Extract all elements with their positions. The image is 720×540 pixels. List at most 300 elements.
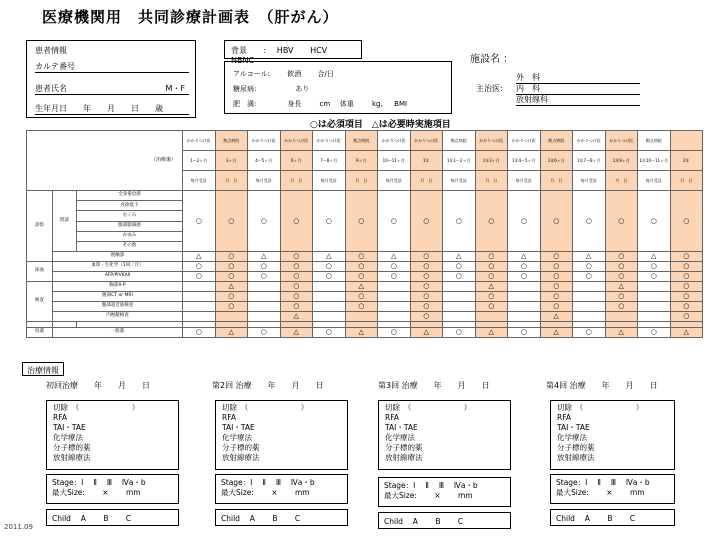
- monshin-mark[interactable]: ○: [410, 191, 443, 252]
- schedule-mark[interactable]: ○: [280, 252, 313, 262]
- schedule-mark[interactable]: ○: [605, 252, 638, 262]
- header-visit-cell[interactable]: 月 日: [605, 171, 638, 191]
- treatment-option[interactable]: RFA: [557, 413, 571, 422]
- schedule-mark[interactable]: ○: [345, 252, 378, 262]
- lifestyle-box: [224, 61, 452, 114]
- monshin-item: 腹部膨満感: [77, 221, 183, 231]
- treatment-option[interactable]: RFA: [385, 413, 399, 422]
- category-kensa: 検査: [27, 282, 53, 322]
- treatment-option[interactable]: RFA: [222, 413, 236, 422]
- schedule-mark[interactable]: [183, 292, 216, 302]
- schedule-mark[interactable]: [638, 292, 671, 302]
- schedule-mark[interactable]: ○: [280, 302, 313, 312]
- header-facility-cell: かかりつけ医: [313, 131, 346, 151]
- schedule-mark[interactable]: △: [345, 328, 378, 338]
- schedule-mark[interactable]: ○: [313, 262, 346, 272]
- schedule-mark[interactable]: △: [378, 252, 411, 262]
- schedule-mark[interactable]: [508, 312, 541, 322]
- schedule-mark[interactable]: ○: [215, 272, 248, 282]
- schedule-mark[interactable]: △: [280, 312, 313, 322]
- schedule-mark[interactable]: ○: [540, 302, 573, 312]
- schedule-mark[interactable]: ○: [280, 282, 313, 292]
- monshin-mark[interactable]: ○: [670, 191, 703, 252]
- schedule-mark[interactable]: △: [215, 282, 248, 292]
- schedule-mark[interactable]: ○: [183, 262, 216, 272]
- schedule-mark[interactable]: [345, 312, 378, 322]
- schedule-mark[interactable]: ○: [378, 272, 411, 282]
- schedule-mark[interactable]: ○: [410, 252, 443, 262]
- schedule-row-label: 腹部超音波検査: [53, 302, 183, 312]
- schedule-mark[interactable]: ○: [313, 272, 346, 282]
- treatment-option[interactable]: 放射線療法: [222, 453, 260, 462]
- chart-number-label: カルテ番号: [35, 62, 75, 71]
- schedule-mark[interactable]: ○: [378, 328, 411, 338]
- schedule-mark[interactable]: ○: [670, 282, 703, 292]
- child-pugh-box: [215, 509, 348, 526]
- obesity-label: 肥 満:: [233, 100, 257, 108]
- schedule-mark[interactable]: ○: [410, 282, 443, 292]
- schedule-mark[interactable]: ○: [670, 302, 703, 312]
- header-period-cell: 10〜11ヶ月: [378, 151, 411, 171]
- treatment-options-box: [378, 400, 511, 470]
- stage-size-box: [550, 474, 675, 504]
- date-stamp: 2011.09: [4, 523, 33, 531]
- schedule-mark[interactable]: ○: [443, 272, 476, 282]
- header-visit-cell[interactable]: 毎月受診: [638, 171, 671, 191]
- monshin-mark[interactable]: ○: [508, 191, 541, 252]
- stage-field[interactable]: Stage：Ⅰ Ⅱ Ⅲ Ⅳa・b: [52, 478, 146, 487]
- monshin-mark[interactable]: ○: [605, 191, 638, 252]
- treatment-option[interactable]: 切除 （ ）: [222, 403, 309, 412]
- stage-size-box: [378, 477, 511, 507]
- monshin-item: むくみ: [77, 211, 183, 221]
- dept-surgery-label: 外 科: [516, 73, 540, 82]
- schedule-mark[interactable]: [248, 292, 281, 302]
- schedule-mark[interactable]: ○: [410, 262, 443, 272]
- treatment-option[interactable]: RFA: [53, 413, 67, 422]
- max-size-field[interactable]: 最大Size: × mm: [384, 491, 473, 500]
- background-label: 背景: [231, 46, 247, 55]
- header-facility-cell: [670, 131, 703, 151]
- treatment-option[interactable]: 放射線療法: [385, 453, 423, 462]
- treatment-option[interactable]: TAI・TAE: [557, 423, 590, 432]
- page-title: 医療機関用 共同診療計画表 （肝がん）: [42, 8, 339, 26]
- schedule-mark[interactable]: ○: [540, 292, 573, 302]
- dept-internal-label: 内 科: [516, 84, 540, 93]
- header-visit-cell[interactable]: 毎月受診: [508, 171, 541, 191]
- monshin-mark[interactable]: ○: [345, 191, 378, 252]
- treatment-option[interactable]: 分子標的薬: [557, 443, 595, 452]
- header-facility-cell: かかりつけ医: [605, 131, 638, 151]
- schedule-mark[interactable]: ○: [280, 262, 313, 272]
- schedule-row: [27, 252, 703, 262]
- schedule-mark[interactable]: ○: [345, 262, 378, 272]
- schedule-mark[interactable]: [573, 302, 606, 312]
- schedule-mark[interactable]: △: [280, 328, 313, 338]
- monshin-mark[interactable]: ○: [638, 191, 671, 252]
- schedule-mark[interactable]: △: [508, 252, 541, 262]
- schedule-mark[interactable]: ○: [248, 272, 281, 282]
- birthdate-label: 生年月日 年 月 日 歳: [35, 104, 163, 113]
- schedule-mark[interactable]: △: [410, 328, 443, 338]
- schedule-mark[interactable]: [443, 292, 476, 302]
- chart-number-field[interactable]: [35, 61, 189, 73]
- schedule-row-label: AFP/PIVKAII: [53, 272, 183, 282]
- schedule-mark[interactable]: [215, 312, 248, 322]
- background-hcv[interactable]: HCV: [310, 46, 328, 55]
- header-facility-cell: かかりつけ医: [378, 131, 411, 151]
- schedule-mark[interactable]: △: [443, 252, 476, 262]
- schedule-row: [27, 312, 703, 322]
- schedule-mark[interactable]: ○: [215, 302, 248, 312]
- diabetes-label: 糖尿病:: [233, 85, 257, 93]
- schedule-mark[interactable]: △: [605, 282, 638, 292]
- background-nbnc[interactable]: NBNC: [231, 56, 255, 65]
- schedule-mark[interactable]: ○: [475, 302, 508, 312]
- schedule-mark[interactable]: ○: [345, 292, 378, 302]
- schedule-mark[interactable]: [638, 312, 671, 322]
- treatment-option[interactable]: 化学療法: [385, 433, 415, 442]
- treatment-option[interactable]: 化学療法: [53, 433, 83, 442]
- schedule-mark[interactable]: △: [215, 328, 248, 338]
- header-visit-cell[interactable]: 月 日: [280, 171, 313, 191]
- patient-name-field[interactable]: [35, 83, 189, 95]
- alcohol-value[interactable]: 飲酒: [287, 70, 302, 78]
- monshin-mark[interactable]: ○: [183, 191, 216, 252]
- schedule-row-label: 胸部X-P: [53, 282, 183, 292]
- treatment-option[interactable]: 化学療法: [222, 433, 252, 442]
- schedule-mark[interactable]: △: [638, 252, 671, 262]
- header-period-cell: 1〜2ヶ月: [183, 151, 216, 171]
- schedule-mark[interactable]: ○: [215, 292, 248, 302]
- schedule-mark[interactable]: ○: [248, 262, 281, 272]
- child-pugh-field[interactable]: Child A B C: [384, 517, 464, 526]
- stage-size-box: [215, 474, 348, 504]
- schedule-mark[interactable]: [573, 282, 606, 292]
- treatment-option[interactable]: 切除 （ ）: [557, 403, 644, 412]
- schedule-mark[interactable]: ○: [215, 262, 248, 272]
- stage-size-box: [46, 474, 179, 504]
- header-visit-cell[interactable]: 毎月受診: [443, 171, 476, 191]
- header-visit-cell[interactable]: 毎月受診: [573, 171, 606, 191]
- schedule-mark[interactable]: ○: [508, 272, 541, 282]
- header-period-cell: 1年3ヶ月: [475, 151, 508, 171]
- schedule-mark[interactable]: [313, 302, 346, 312]
- schedule-row-label: 血算・生化学（1回／月）: [53, 262, 183, 272]
- schedule-mark[interactable]: ○: [540, 252, 573, 262]
- schedule-mark[interactable]: ○: [670, 262, 703, 272]
- schedule-mark[interactable]: [313, 282, 346, 292]
- treatment-option[interactable]: TAI・TAE: [222, 423, 255, 432]
- schedule-mark[interactable]: ○: [313, 328, 346, 338]
- schedule-row: [27, 272, 703, 282]
- schedule-row: [27, 302, 703, 312]
- monshin-mark[interactable]: ○: [313, 191, 346, 252]
- schedule-mark[interactable]: [183, 302, 216, 312]
- schedule-mark[interactable]: ○: [215, 252, 248, 262]
- schedule-row: [27, 282, 703, 292]
- schedule-mark[interactable]: [508, 302, 541, 312]
- weight-label: 体重: [339, 100, 354, 108]
- header-facility-cell: かかりつけ医: [410, 131, 443, 151]
- header-period-cell: 4〜5ヶ月: [248, 151, 281, 171]
- treatment-options-box: [550, 400, 675, 470]
- schedule-mark[interactable]: ○: [638, 262, 671, 272]
- background-hbv[interactable]: HBV: [276, 46, 294, 55]
- schedule-mark[interactable]: [183, 312, 216, 322]
- header-facility-cell: かかりつけ医: [248, 131, 281, 151]
- schedule-mark[interactable]: ○: [410, 272, 443, 282]
- category-touyaku: 投薬: [27, 328, 53, 338]
- schedule-mark[interactable]: ○: [475, 272, 508, 282]
- max-size-field[interactable]: 最大Size: × mm: [221, 488, 310, 497]
- schedule-mark[interactable]: ○: [670, 292, 703, 302]
- header-visit-cell[interactable]: 月 日: [670, 171, 703, 191]
- header-visit-cell[interactable]: 月 日: [410, 171, 443, 191]
- schedule-mark[interactable]: [378, 282, 411, 292]
- schedule-mark[interactable]: ○: [183, 272, 216, 282]
- header-period-cell: 9ヶ月: [345, 151, 378, 171]
- category-shinsatsu: 診察: [27, 191, 53, 262]
- schedule-mark[interactable]: △: [573, 252, 606, 262]
- header-visit-cell[interactable]: 毎月受診: [378, 171, 411, 191]
- schedule-mark[interactable]: △: [475, 328, 508, 338]
- monshin-item: 全身倦怠感: [77, 191, 183, 201]
- monshin-mark[interactable]: ○: [443, 191, 476, 252]
- schedule-mark[interactable]: [378, 292, 411, 302]
- schedule-mark[interactable]: ○: [345, 272, 378, 282]
- header-period-cell: 1年7〜8ヶ月: [573, 151, 606, 171]
- schedule-mark[interactable]: [313, 292, 346, 302]
- schedule-mark[interactable]: ○: [605, 302, 638, 312]
- schedule-mark[interactable]: ○: [670, 252, 703, 262]
- treatment-option[interactable]: 分子標的薬: [222, 443, 260, 452]
- treatment-options-box: [46, 400, 179, 470]
- schedule-mark[interactable]: [573, 292, 606, 302]
- schedule-mark[interactable]: [248, 282, 281, 292]
- stage-field[interactable]: Stage：Ⅰ Ⅱ Ⅲ Ⅳa・b: [384, 481, 478, 490]
- header-facility-cell: 拠点病院: [638, 131, 671, 151]
- schedule-mark[interactable]: ○: [670, 272, 703, 282]
- schedule-mark[interactable]: ○: [573, 262, 606, 272]
- header-facility-cell: かかりつけ医: [183, 131, 216, 151]
- schedule-mark[interactable]: ○: [508, 328, 541, 338]
- treatment-option[interactable]: TAI・TAE: [53, 423, 86, 432]
- schedule-mark[interactable]: ○: [378, 262, 411, 272]
- schedule-row-label: 腹部CT or MRI: [53, 292, 183, 302]
- header-visit-cell[interactable]: 月 日: [215, 171, 248, 191]
- header-facility-cell: かかりつけ医: [573, 131, 606, 151]
- schedule-mark[interactable]: △: [345, 282, 378, 292]
- schedule-mark[interactable]: ○: [475, 292, 508, 302]
- header-facility-cell: かかりつけ医: [475, 131, 508, 151]
- schedule-mark[interactable]: [638, 282, 671, 292]
- schedule-mark[interactable]: ○: [540, 272, 573, 282]
- schedule-mark[interactable]: ○: [410, 292, 443, 302]
- header-period-cell: 2年: [670, 151, 703, 171]
- treatment-option[interactable]: 切除 （ ）: [53, 403, 140, 412]
- schedule-mark[interactable]: ○: [508, 262, 541, 272]
- schedule-mark[interactable]: ○: [670, 312, 703, 322]
- schedule-mark[interactable]: ○: [443, 328, 476, 338]
- schedule-mark[interactable]: [378, 302, 411, 312]
- schedule-mark[interactable]: △: [313, 252, 346, 262]
- schedule-mark[interactable]: ○: [475, 252, 508, 262]
- treatment-course-heading: 初回治療 年 月 日: [46, 381, 150, 390]
- header-period-cell: 1年6ヶ月: [540, 151, 573, 171]
- header-facility-cell: かかりつけ医: [508, 131, 541, 151]
- header-visit-cell[interactable]: 毎月受診: [183, 171, 216, 191]
- schedule-mark[interactable]: [248, 312, 281, 322]
- monshin-mark[interactable]: ○: [248, 191, 281, 252]
- schedule-mark[interactable]: ○: [573, 328, 606, 338]
- child-pugh-field[interactable]: Child A B C: [556, 514, 636, 523]
- treatment-option[interactable]: 放射線療法: [557, 453, 595, 462]
- birthdate-field[interactable]: [35, 103, 189, 115]
- header-facility-cell: 拠点病院: [215, 131, 248, 151]
- patient-info-header: 患者情報: [35, 46, 67, 55]
- schedule-mark[interactable]: △: [605, 328, 638, 338]
- monshin-mark[interactable]: ○: [280, 191, 313, 252]
- header-period-cell: 7〜8ヶ月: [313, 151, 346, 171]
- height-label: 身長: [287, 100, 302, 108]
- schedule-row: [27, 262, 703, 272]
- schedule-mark[interactable]: △: [183, 252, 216, 262]
- header-period-cell: 1年: [410, 151, 443, 171]
- schedule-mark[interactable]: ○: [410, 302, 443, 312]
- schedule-mark[interactable]: [443, 312, 476, 322]
- schedule-mark[interactable]: [475, 312, 508, 322]
- header-facility-cell: かかりつけ医: [280, 131, 313, 151]
- schedule-mark[interactable]: ○: [605, 272, 638, 282]
- category-monshin: 問診: [53, 191, 77, 252]
- treatment-course-heading: 第4回 治療 年 月 日: [546, 381, 658, 390]
- monshin-mark[interactable]: ○: [540, 191, 573, 252]
- stage-field[interactable]: Stage：Ⅰ Ⅱ Ⅲ Ⅳa・b: [221, 478, 315, 487]
- schedule-row-label: 内視鏡検査: [53, 312, 183, 322]
- treatment-option[interactable]: 化学療法: [557, 433, 587, 442]
- diabetes-value[interactable]: あり: [295, 85, 310, 93]
- treatment-option[interactable]: 分子標的薬: [385, 443, 423, 452]
- treatment-option[interactable]: TAI・TAE: [385, 423, 418, 432]
- schedule-mark[interactable]: [573, 312, 606, 322]
- header-facility-cell: 拠点病院: [540, 131, 573, 151]
- header-period-cell: 1年4〜5ヶ月: [508, 151, 541, 171]
- schedule-mark[interactable]: [443, 302, 476, 312]
- header-corner: （治療後）: [27, 131, 183, 191]
- treatment-option[interactable]: 切除 （ ）: [385, 403, 472, 412]
- dept-radiology-label: 放射線科: [516, 95, 548, 104]
- stage-field[interactable]: Stage：Ⅰ Ⅱ Ⅲ Ⅳa・b: [556, 478, 650, 487]
- schedule-mark[interactable]: ○: [573, 272, 606, 282]
- schedule-mark[interactable]: △: [475, 282, 508, 292]
- schedule-mark[interactable]: ○: [248, 328, 281, 338]
- schedule-row-label: 視触診: [53, 252, 183, 262]
- header-visit-cell[interactable]: 月 日: [475, 171, 508, 191]
- header-period-cell: 3ヶ月: [215, 151, 248, 171]
- treatment-option[interactable]: 分子標的薬: [53, 443, 91, 452]
- schedule-mark[interactable]: [508, 282, 541, 292]
- treatment-info-label: 治療情報: [22, 362, 64, 376]
- header-visit-cell[interactable]: 毎月受診: [313, 171, 346, 191]
- header-visit-cell[interactable]: 月 日: [345, 171, 378, 191]
- schedule-mark[interactable]: ○: [638, 272, 671, 282]
- background-box: [224, 40, 362, 65]
- schedule-mark[interactable]: [183, 282, 216, 292]
- patient-name-label: 患者氏名: [35, 84, 67, 93]
- schedule-mark[interactable]: ○: [540, 282, 573, 292]
- monshin-row: [27, 191, 703, 201]
- schedule-mark[interactable]: △: [540, 312, 573, 322]
- schedule-mark[interactable]: ○: [605, 262, 638, 272]
- header-row-facility: [27, 131, 703, 151]
- schedule-mark[interactable]: [313, 312, 346, 322]
- schedule-mark[interactable]: △: [248, 252, 281, 262]
- child-pugh-field[interactable]: Child A B C: [52, 514, 132, 523]
- obesity-row: [233, 99, 407, 109]
- header-visit-cell[interactable]: 毎月受診: [248, 171, 281, 191]
- schedule-mark[interactable]: ○: [605, 292, 638, 302]
- schedule-mark[interactable]: [378, 312, 411, 322]
- treatment-option[interactable]: 放射線療法: [53, 453, 91, 462]
- schedule-mark[interactable]: ○: [638, 328, 671, 338]
- schedule-mark[interactable]: ○: [540, 262, 573, 272]
- header-facility-cell: 拠点病院: [345, 131, 378, 151]
- schedule-mark[interactable]: ○: [475, 262, 508, 272]
- schedule-row: [27, 292, 703, 302]
- cm-unit: cm: [319, 100, 331, 108]
- max-size-field[interactable]: 最大Size: × mm: [556, 488, 645, 497]
- background-colon: :: [263, 46, 267, 55]
- alcohol-row: [233, 69, 334, 79]
- schedule-mark[interactable]: ○: [443, 262, 476, 272]
- monshin-item: かゆみ: [77, 231, 183, 241]
- category-saiketsu: 採血: [27, 262, 53, 282]
- monshin-mark[interactable]: ○: [378, 191, 411, 252]
- schedule-mark[interactable]: ○: [183, 328, 216, 338]
- schedule-mark[interactable]: △: [670, 328, 703, 338]
- schedule-mark[interactable]: ○: [410, 312, 443, 322]
- child-pugh-box: [46, 509, 179, 526]
- header-visit-cell[interactable]: 月 日: [540, 171, 573, 191]
- monshin-item: その他: [77, 241, 183, 251]
- monshin-mark[interactable]: ○: [573, 191, 606, 252]
- schedule-mark[interactable]: ○: [280, 292, 313, 302]
- attending-doctor-label: 主治医:: [476, 84, 503, 93]
- schedule-mark[interactable]: ○: [345, 302, 378, 312]
- schedule-mark[interactable]: ○: [280, 272, 313, 282]
- monshin-mark[interactable]: ○: [475, 191, 508, 252]
- alcohol-label: アルコール:: [233, 70, 270, 78]
- header-period-cell: 6ヶ月: [280, 151, 313, 171]
- child-pugh-box: [550, 509, 675, 526]
- schedule-mark[interactable]: [248, 302, 281, 312]
- dept-radiology-field[interactable]: [516, 94, 640, 106]
- schedule-mark[interactable]: [443, 282, 476, 292]
- schedule-mark[interactable]: [605, 312, 638, 322]
- schedule-mark[interactable]: △: [540, 328, 573, 338]
- gender-select[interactable]: M・F: [165, 84, 185, 93]
- treatment-course-heading: 第2回 治療 年 月 日: [212, 381, 324, 390]
- monshin-mark[interactable]: ○: [215, 191, 248, 252]
- schedule-mark[interactable]: [638, 302, 671, 312]
- kg-unit: kg,: [371, 100, 383, 108]
- treatment-options-box: [215, 400, 348, 470]
- schedule-mark[interactable]: [508, 292, 541, 302]
- child-pugh-field[interactable]: Child A B C: [221, 514, 301, 523]
- patient-info-box: [26, 40, 196, 118]
- max-size-field[interactable]: 最大Size: × mm: [52, 488, 141, 497]
